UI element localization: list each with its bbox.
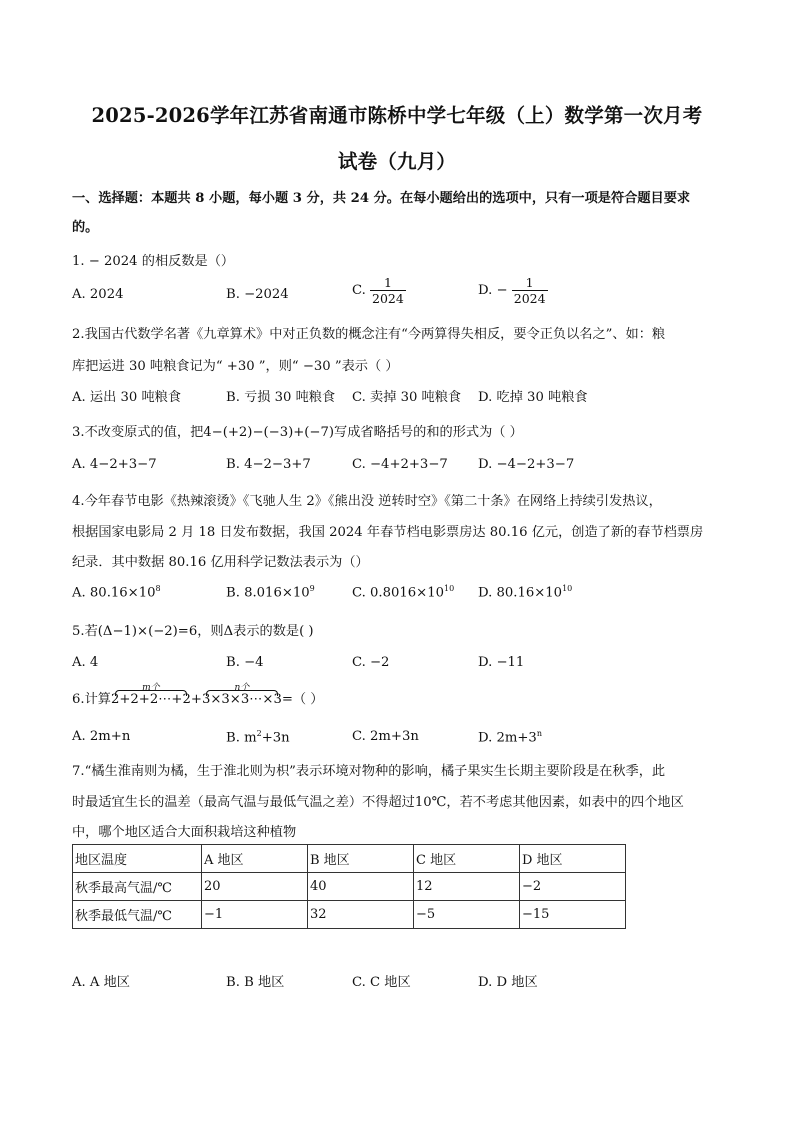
q4-stem-line3: 纪录．其中数据 80.16 亿用科学记数法表示为（） [72, 555, 369, 570]
table-header-row [73, 845, 626, 873]
q6-option-b-post: +3n [261, 730, 290, 746]
q6-option-b-exponent: 2 [256, 729, 262, 738]
q6-sum-count: m个 [142, 683, 160, 693]
q6-option-d-exponent: n [536, 729, 542, 738]
fraction-numerator: 1 [512, 275, 548, 291]
q1-option-a: A. 2024 [72, 287, 124, 302]
q4-stem-line1: 4.今年春节电影《热辣滚烫》《飞驰人生 2》《熊出没 逆转时空》《第二十条》在网络上持续引发热议， [72, 494, 662, 509]
q6-sum-expr: 2+2+2⋯+2 [110, 692, 191, 707]
q1-option-d-label: D. − [478, 283, 508, 298]
q1-option-d [478, 275, 548, 306]
table-header-cell: 地区温度 [73, 845, 202, 873]
q6-prefix: 6.计算 [72, 692, 111, 707]
q6-plus: + [190, 692, 202, 707]
section-heading: 一、选择题：本题共 8 小题，每小题 3 分，共 24 分。在每小题给出的选项中，只有一项是符合题目要求 [72, 191, 691, 206]
q7-temperature-table [72, 844, 626, 929]
table-cell: 秋季最高气温/℃ [73, 873, 202, 901]
q6-stem [72, 682, 323, 707]
q4-option-a-base: A. 80.16×10 [72, 585, 156, 601]
q4-option-c-base: C. 0.8016×10 [352, 585, 444, 601]
q6-sum-overbrace [111, 682, 191, 707]
q3-expression: 4−(+2)−(−3)+(−7) [203, 425, 335, 440]
table-cell: 秋季最低气温/℃ [73, 901, 202, 929]
table-cell: 12 [414, 873, 520, 901]
q5-option-a: A. 4 [72, 655, 99, 670]
q7-stem-line2: 时最适宜生长的温差（最高气温与最低气温之差）不得超过10℃，若不考虑其他因素，如表中的四个地区 [72, 795, 684, 810]
table-cell: −15 [520, 901, 626, 929]
q5-option-c: C. −2 [352, 655, 390, 670]
q2-stem-line2: 库把运进 30 吨粮食记为“ +30 ”，则“ −30 ”表示（ ） [72, 359, 399, 374]
q5-stem: 5.若(Δ−1)×(−2)=6，则Δ表示的数是( ) [72, 624, 314, 639]
q3-option-b: B. 4−2−3+7 [226, 457, 311, 472]
section-heading-cont: 的。 [72, 220, 99, 235]
q6-option-d [478, 729, 542, 745]
q4-option-d [478, 584, 572, 600]
q3-option-d: D. −4−2+3−7 [478, 457, 575, 472]
exam-title-line2: 试卷（九月） [337, 150, 457, 173]
q1-option-c [352, 275, 406, 306]
q6-option-c: C. 2m+3n [352, 729, 419, 744]
table-row [73, 873, 626, 901]
q2-option-d: D. 吃掉 30 吨粮食 [478, 390, 588, 405]
q4-option-b-base: B. 8.016×10 [226, 585, 310, 601]
q6-option-b [226, 729, 290, 745]
table-header-cell: D 地区 [520, 845, 626, 873]
q6-product-overbrace [202, 682, 282, 707]
table-header-cell: B 地区 [308, 845, 414, 873]
q4-option-a-exponent: 8 [155, 584, 161, 593]
q3-stem [72, 421, 523, 440]
fraction-denominator: 2024 [372, 291, 404, 306]
fraction-numerator: 1 [370, 275, 406, 291]
q4-option-c-exponent: 10 [443, 584, 455, 593]
table-cell: −1 [202, 901, 308, 929]
q2-option-c: C. 卖掉 30 吨粮食 [352, 390, 462, 405]
q2-option-a: A. 运出 30 吨粮食 [72, 390, 182, 405]
fraction-denominator: 2024 [513, 291, 546, 306]
overbrace-icon [206, 690, 278, 696]
q3-option-a: A. 4−2+3−7 [72, 457, 157, 472]
q6-product-expr: 3×3×3⋯×3 [201, 692, 282, 707]
q3-option-c: C. −4+2+3−7 [352, 457, 448, 472]
q4-option-d-base: D. 80.16×10 [478, 585, 563, 601]
q3-stem-suffix: 写成省略括号的和的形式为（ ） [334, 425, 523, 440]
q1-stem: 1. − 2024 的相反数是（） [72, 254, 235, 269]
q1-option-b: B. −2024 [226, 287, 289, 302]
table-cell: 20 [202, 873, 308, 901]
q4-option-b-exponent: 9 [309, 584, 315, 593]
q7-option-b: B. B 地区 [226, 975, 285, 990]
q4-option-c [352, 584, 454, 600]
q6-option-a: A. 2m+n [72, 729, 131, 744]
q4-option-a [72, 584, 161, 600]
table-row [73, 901, 626, 929]
overbrace-icon [115, 690, 187, 696]
table-header-cell: C 地区 [414, 845, 520, 873]
q7-option-a: A. A 地区 [72, 975, 130, 990]
q6-suffix: =（ ） [281, 692, 324, 707]
q1-option-c-fraction [370, 275, 406, 306]
table-cell: 32 [308, 901, 414, 929]
q2-stem-line1: 2.我国古代数学名著《九章算术》中对正负数的概念注有“今两算得失相反，要令正负以名之”、如：粮 [72, 327, 666, 342]
q6-product-count: n个 [234, 683, 250, 693]
table-cell: 40 [308, 873, 414, 901]
q1-option-d-fraction [512, 275, 548, 306]
q4-option-d-exponent: 10 [562, 584, 573, 593]
q5-option-b: B. −4 [226, 655, 264, 670]
q6-option-b-pre: B. m [226, 730, 257, 746]
q1-option-c-label: C. [352, 283, 366, 298]
q2-option-b: B. 亏损 30 吨粮食 [226, 390, 336, 405]
exam-title-line1: 2025-2026学年江苏省南通市陈桥中学七年级（上）数学第一次月考 [91, 104, 703, 127]
q6-option-d-pre: D. 2m+3 [478, 730, 537, 746]
q7-stem-line3: 中，哪个地区适合大面积栽培这种植物 [72, 825, 297, 840]
q7-option-c: C. C 地区 [352, 975, 411, 990]
table-cell: −2 [520, 873, 626, 901]
q4-stem-line2: 根据国家电影局 2 月 18 日发布数据，我国 2024 年春节档电影票房达 80.16 亿元，创造了新的春节档票房 [72, 525, 704, 540]
q7-option-d: D. D 地区 [478, 975, 538, 990]
q7-stem-line1: 7.“橘生淮南则为橘，生于淮北则为枳”表示环境对物种的影响，橘子果实生长期主要阶段是在秋季，此 [72, 764, 666, 779]
q5-option-d: D. −11 [478, 655, 525, 670]
table-header-cell: A 地区 [202, 845, 308, 873]
q3-stem-prefix: 3.不改变原式的值，把 [72, 425, 204, 440]
table-cell: −5 [414, 901, 520, 929]
q4-option-b [226, 584, 315, 600]
